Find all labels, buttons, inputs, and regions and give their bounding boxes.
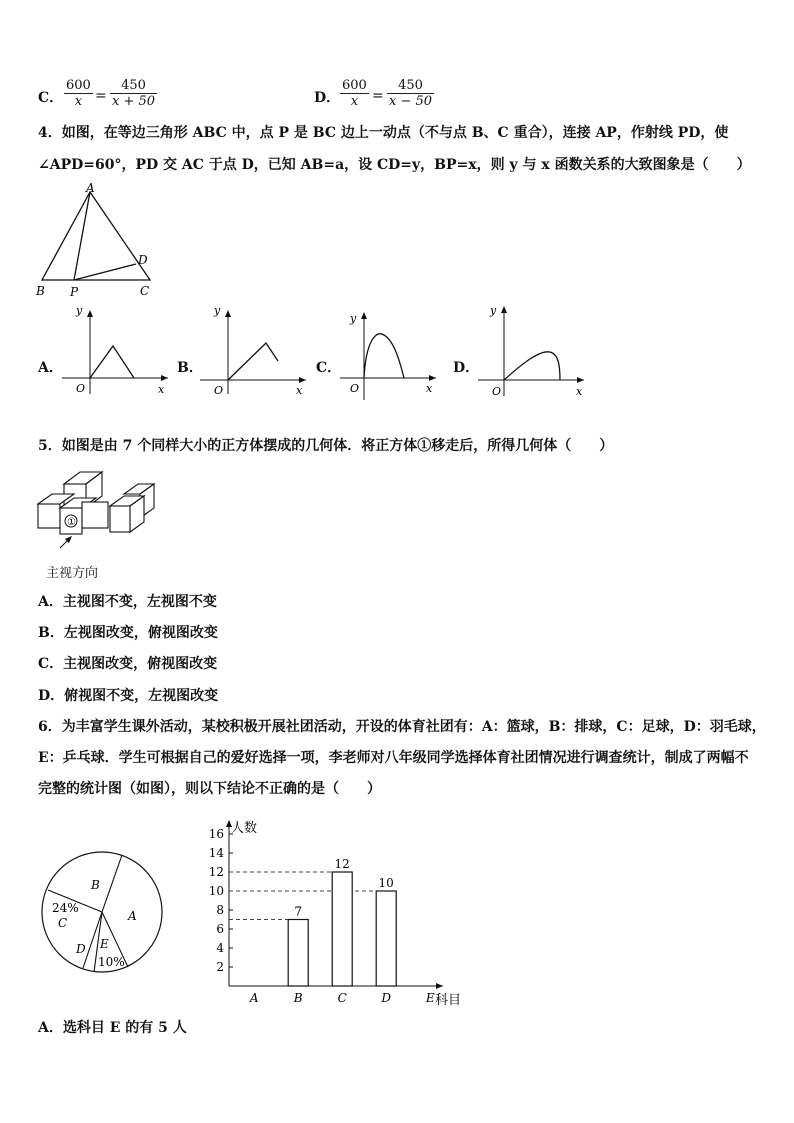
y-tick-label: 14 [208,846,224,860]
q4-triangle-figure [34,182,164,302]
q3-option-d-letter: D． [314,90,341,106]
fraction-denominator: x [350,94,359,109]
bar-chart-reference-lines [229,872,376,920]
fraction-numerator: 450 [387,78,434,94]
fraction-denominator: x − 50 [389,94,433,109]
fraction-numerator: 600 [342,78,367,93]
bar-C [332,872,352,986]
fraction-denominator: x + 50 [112,94,156,109]
q5-option-a[interactable]: A．主视图不变，左视图不变 [38,594,217,610]
bar-value-label-B: 7 [294,904,303,919]
x-tick-label-B: B [293,991,303,1005]
x-tick-label-E: E [425,991,435,1005]
pie-label-d: D [76,942,86,956]
bar-B [288,920,308,987]
q6-stem-line-1: 6．为丰富学生课外活动，某校积极开展社团活动，开设的体育社团有：A：篮球，B：排球，C：足球，D：羽毛球， [38,719,766,735]
q5-cubes-figure [34,466,164,550]
pie-percent-e: 10% [98,955,125,969]
axis-y-label: y [76,304,83,317]
q4-option-b-graph [196,306,314,398]
origin-label: O [350,382,360,395]
q3-c-rhs-fraction [110,78,157,109]
y-tick-label: 2 [216,960,224,974]
q5-option-c[interactable]: C．主视图改变，俯视图改变 [38,656,218,672]
q5-option-b[interactable]: B．左视图改变，俯视图改变 [38,625,218,641]
q4-stem-line-2: ∠APD=60°，PD 交 AC 于点 D，已知 AB=a，设 CD=y，BP=x，则 y 与 x 函数关系的大致图象是（ ） [38,157,751,173]
fraction-denominator: x [74,94,83,109]
axis-x-label: x [576,385,583,398]
fraction-numerator: 450 [110,78,157,94]
y-tick-label: 6 [216,922,224,936]
axis-y-label: y [214,304,221,317]
y-tick-label: 4 [216,941,224,955]
label-b: B [36,284,45,298]
q4-option-a-graph [58,306,176,398]
label-p: P [70,285,79,299]
q4-option-d-graph [474,302,590,398]
bar-value-label-C: 12 [334,857,350,871]
origin-label: O [214,384,224,397]
axis-y-label: y [350,312,357,325]
q6-stem-line-3: 完整的统计图（如图），则以下结论不正确的是（ ） [38,781,381,797]
q4-option-d-letter: D． [453,360,480,376]
q5-view-direction-label: 主视方向 [46,566,99,581]
label-a: A [86,181,95,195]
pie-percent-c: 24% [52,901,79,915]
equals-sign: = [372,88,384,104]
x-tick-label-D: D [381,991,392,1005]
pie-label-c: C [58,916,68,930]
q4-option-b-letter: B． [177,360,203,376]
y-tick-label: 10 [208,884,224,898]
q5-option-d[interactable]: D．俯视图不变，左视图改变 [38,688,219,704]
q5-stem: 5．如图是由 7 个同样大小的正方体摆成的几何体．将正方体①移走后，所得几何体（ ） [38,438,614,454]
q3-c-lhs-fraction [64,78,93,109]
y-tick-label: 16 [208,827,224,841]
q4-option-a-letter: A． [38,360,63,376]
q3-d-lhs-fraction [340,78,369,109]
x-axis-title: 科目 [435,993,462,1008]
y-axis-title: 人数 [231,821,258,836]
q3-option-c-letter: C． [38,90,64,106]
pie-label-a: A [128,909,137,923]
axis-x-label: x [158,383,165,396]
y-tick-label: 12 [208,865,224,879]
axis-x-label: x [426,382,433,395]
q3-d-rhs-fraction [387,78,434,109]
q4-option-c-letter: C． [316,360,342,376]
equals-sign: = [95,88,107,104]
cube-1-mark: ① [67,517,76,528]
x-tick-label-A: A [249,991,259,1005]
label-d: D [138,253,148,267]
q6-pie-chart [36,846,168,978]
q4-option-c-graph [336,310,444,402]
bar-value-label-D: 10 [378,876,394,890]
pie-label-e: E [100,937,109,951]
y-tick-label: 8 [216,903,224,917]
axis-x-label: x [296,384,303,397]
q4-stem-line-1: 4．如图，在等边三角形 ABC 中，点 P 是 BC 边上一动点（不与点 B、C 重合），连接 AP，作射线 PD，使 [38,125,729,141]
origin-label: O [76,382,86,395]
q6-option-a[interactable]: A．选科目 E 的有 5 人 [38,1020,187,1036]
pie-label-b: B [91,878,100,892]
axis-y-label: y [490,304,497,317]
fraction-numerator: 600 [66,78,91,93]
bar-D [376,891,396,986]
label-c: C [140,284,150,298]
q6-stem-line-2: E：乒乓球．学生可根据自己的爱好选择一项，李老师对八年级同学选择体育社团情况进行调查统计，制成了两幅不 [38,750,749,766]
x-axis-arrow-icon [436,983,443,989]
x-tick-label-C: C [337,991,347,1005]
origin-label: O [492,385,502,398]
q6-bar-chart [196,812,462,1008]
